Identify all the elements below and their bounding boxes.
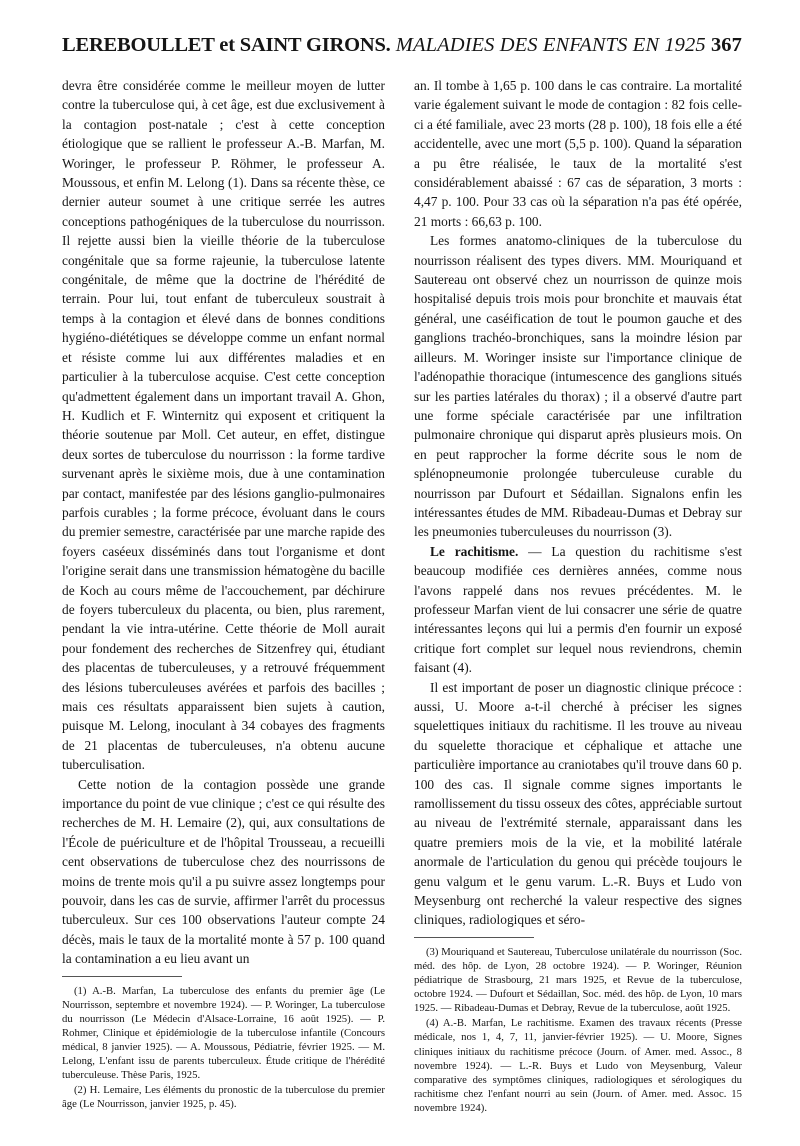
body-paragraph: Cette notion de la contagion possède une grande importance du point de vue clinique ; c'est ce qui résulte des recherches de M. H. Lemaire (2), qui, aux consultations de l'École de puériculture et de l'hôpital Trousseau, a recueilli cent observations de tuberculose chez des nourrissons de moins de trente mois qu'il a pu suivre assez longtemps pour pouvoir, dans les cas de survie, affirmer l'arrêt du processus tuberculeux. Sur ces 100 observations l'auteur compte 24 décès, mais le taux de la mortalité monte à 57 p. 100 quand la contamination a eu lieu avant un [62,776,385,967]
right-column [414,76,742,1116]
page-number: 367 [710,34,742,56]
footnote: (1) A.-B. Marfan, La tuberculose des enfants du premier âge (Le Nourrisson, septembre et novembre 1924). — P. Woringer, La tuberculose du nourrisson (Le Médecin d'Alsace-Lorraine, 16 août 1925). — P. Rohmer, Clinique et épidémiologie de la tuberculose infantile (Concours médical, 8 janvier 1925). — A. Moussous, Pédiatrie, février 1925. — M. Lelong, L'enfant issu de parents tuberculeux. Étude critique de l'hérédité tuberculeuse. Thèse Paris, 1925. [62,984,385,1082]
section-rachitisme [414,542,742,678]
footnotes-left [62,984,385,1112]
footnotes-right [414,945,742,1115]
section-heading: Le rachitisme. [430,543,519,559]
footnote-rule [62,976,182,977]
header-title: MALADIES DES ENFANTS EN 1925 [395,34,706,56]
footnote: (3) Mouriquand et Sautereau, Tuberculose unilatérale du nourrisson (Soc. méd. des hôp. de Lyon, 28 octobre 1924). — P. Woringer, Réunion pédiatrique de Strasbourg, 21 mars 1925, et Revue de la tuberculose, octobre 1924. — Dufourt et Sédaillan, Soc. méd. des hôp. de Lyon, 10 mars 1925. — Ribadeau-Dumas et Debray, Revue de la tuberculose, août 1925. [414,945,742,1015]
left-column [62,76,385,1113]
header-authors: LEREBOULLET et SAINT GIRONS. [62,34,391,56]
body-paragraph: Les formes anatomo-cliniques de la tuberculose du nourrisson réalisent des types divers. MM. Mouriquand et Sautereau ont observé chez un nourrisson de quinze mois hospitalisé depuis trois mois pour bronchite et mauvais état général, une caséification de tout le poumon gauche et des ganglions trachéo-bronchiques, sans la moindre lésion par ailleurs. M. Woringer insiste sur l'importance clinique de l'adénopathie thoracique (intumescence des ganglions situés sur les parties latérales du thorax) ; il a observé d'autre part une forme spéciale caractérisée par une infiltration pulmonaire chronique qui disparut après plusieurs mois. On en peut rapprocher la forme décrite sous le nom de splénopneumonie prolongée tuberculeuse curable du nourrisson par Dufourt et Sédaillan. Signalons enfin les intéressantes études de MM. Ribadeau-Dumas et Debray sur les pneumonies tuberculeuses du nourrisson (3). [414,233,742,540]
footnote: (2) H. Lemaire, Les éléments du pronostic de la tuberculose du premier âge (Le Nourrisson, janvier 1925, p. 45). [62,1084,385,1111]
body-paragraph: an. Il tombe à 1,65 p. 100 dans le cas contraire. La mortalité varie également suivant le mode de contagion : 82 fois celle-ci a été familiale, avec 23 morts (28 p. 100), 18 fois elle a été accidentelle, avec une mort (5,5 p. 100). Quand la séparation a pu être réalisée, le taux de la mortalité s'est considérablement abaissé : 67 cas de séparation, 3 morts : 4,47 p. 100. Pour 33 cas où la séparation n'a pas été opérée, 21 morts : 66,63 p. 100. [414,78,742,229]
section-text: — La question du rachitisme s'est beaucoup modifiée ces dernières années, comme nous l'avons rappelé dans nos revues précédentes. M. le professeur Marfan vient de lui consacrer une série de quatre intéressantes leçons qui lui a permis d'en fournir un exposé critique fort complet sur lequel nous reviendrons, chemin faisant (4). [414,543,743,676]
body-paragraph: Il est important de poser un diagnostic clinique précoce : aussi, U. Moore a-t-il cherché à préciser les signes squelettiques initiaux du rachitisme. Il les trouve au niveau du squelette thoracique et céphalique et attache une particulière importance au craniotabes qu'il trouve dans 60 p. 100 des cas. Il signale comme signes importants le ramollissement du tissu osseux des côtes, appréciable surtout au niveau de l'extrémité sternale, apparaissant dans les quatre premiers mois de la vie, et la mobilité latérale anormale de l'articulation du genou qui précède toujours le genu valgum et le genu varum. L.-R. Buys et Ludo von Meysenburg ont recherché la valeur respective des signes cliniques, radiologiques et séro- [414,679,742,928]
footnote-rule [414,937,534,938]
running-header [62,34,742,66]
footnote: (4) A.-B. Marfan, Le rachitisme. Examen des travaux récents (Presse médicale, nos 1, 4, 7, 11, janvier-février 1925). — U. Moore, Signes cliniques initiaux du rachitisme précoce (Journ. of Amer. med. Assoc., 8 novembre 1924). — L.-R. Buys et Ludo von Meysenburg, Valeur comparative des symptômes cliniques, radiologiques et sérologiques du rachitisme chez l'enfant nourri au sein (Journ. of Amer. med. Assoc. 15 novembre 1924). [414,1017,742,1114]
body-paragraph: devra être considérée comme le meilleur moyen de lutter contre la tuberculose qui, à cet âge, est due exclusivement à la contagion post-natale ; c'est à cette conception étiologique que se rallient le professeur A.-B. Marfan, M. Woringer, le professeur P. Röhmer, le professeur A. Moussous, et enfin M. Lelong (1). Dans sa récente thèse, ce dernier auteur soumet à une critique serrée les autres conceptions pathogéniques de la tuberculose du nourrisson. Il rejette aussi bien la vieille théorie de la tuberculose congénitale que sa forme rajeunie, la tuberculose latente congénitale, de même que la doctrine de l'hérédité de terrain. Pour lui, tout enfant de tuberculeux soustrait à temps à la contagion et élevé dans de bonnes conditions hygiéno-diététiques se développe comme un enfant normal et résiste comme lui aux différentes maladies et en particulier à la tuberculose acquise. C'est cette conception qu'admettent également dans un important travail A. Ghon, H. Kudlich et F. Winternitz qui exposent et critiquent la théorie soutenue par Moll. Cet auteur, en effet, distingue deux sortes de tuberculose du nourrisson : la forme tardive survenant après le sixième mois, due à une contamination par contact, manifestée par des lésions ganglio-pulmonaires parfois curables ; la forme précoce, évoluant dans le cours du premier semestre, caractérisée par une marche rapide des foyers caséeux disséminés dans tout l'organisme et dont l'origine serait dans une transmission hématogène du bacille de Koch au cours même de l'accouchement, par déchirure de foyers tuberculeux du placenta, ou bien, plus rarement, pendant la vie intra-utérine. Cette théorie de Moll aurait pour fondement des recherches de Sitzenfrey qui, étudiant des placentas de tuberculeuses, y a retrouvé fréquemment des lésions tuberculeuses avérées et parfois des bacilles ; mais ces résultats apparaissent bien sujets à caution, puisque M. Lelong, inoculant à 34 cobayes des fragments de 21 placentas de tuberculeuses, n'a obtenu aucune tuberculisation. [62,78,385,773]
